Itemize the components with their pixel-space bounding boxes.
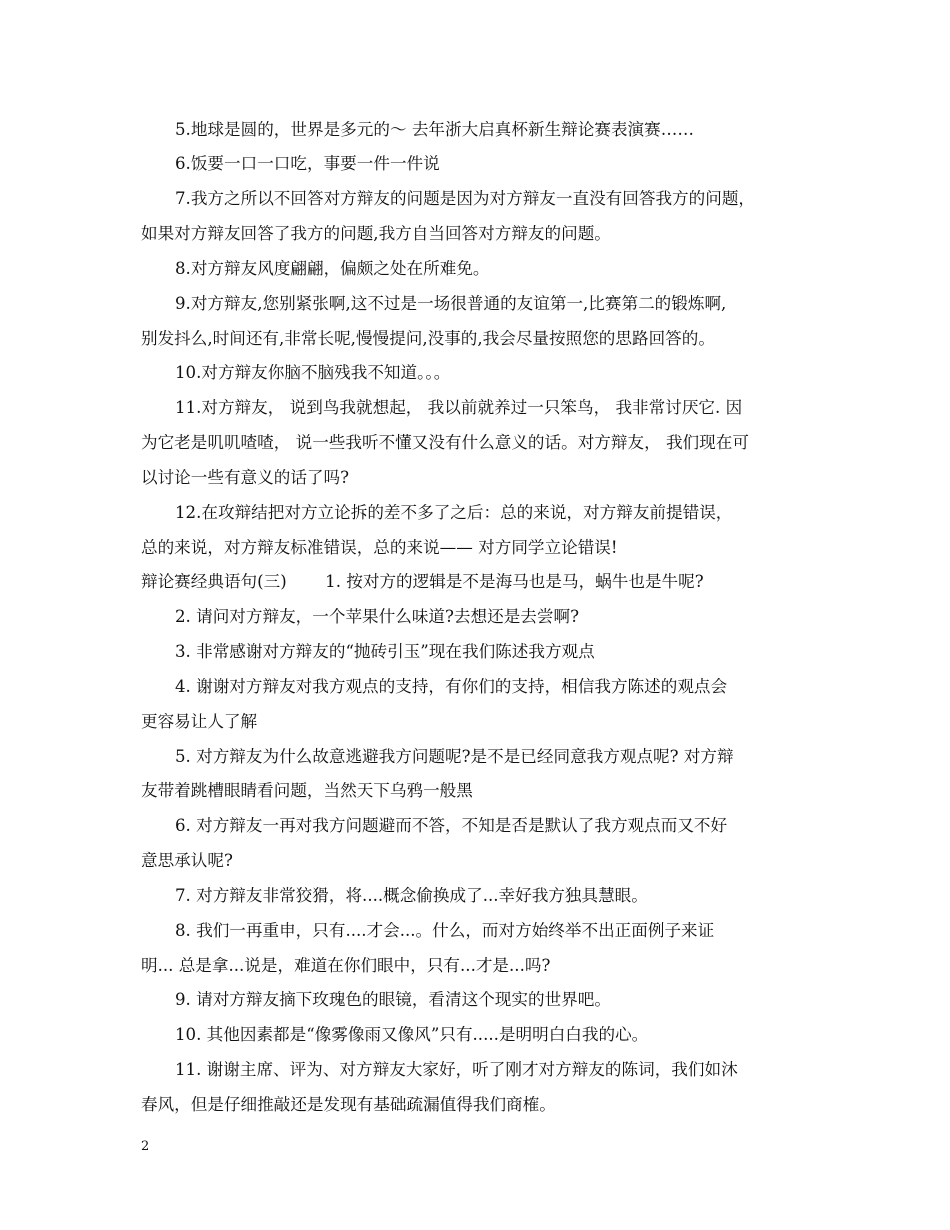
text-line: 7. 对方辩友非常狡猾，将....概念偷换成了...幸好我方独具慧眼。 — [175, 886, 648, 905]
text-line: 10.对方辩友你脑不脑残我不知道。。。 — [175, 363, 451, 382]
text-line: 6. 对方辩友一再对我方问题避而不答，不知是否是默认了我方观点而又不好 — [175, 816, 728, 835]
page-number: 2 — [141, 1139, 150, 1154]
text-line: 5. 对方辩友为什么故意逃避我方问题呢?是不是已经同意我方观点呢? 对方辩 — [175, 747, 734, 766]
text-line: 更容易让人了解 — [141, 712, 258, 731]
text-line: 12.在攻辩结把对方立论拆的差不多了之后：总的来说，对方辩友前提错误， — [175, 503, 733, 522]
text-line: 春风，但是仔细推敲还是发现有基础疏漏值得我们商榷。 — [141, 1095, 556, 1114]
text-line: 总的来说，对方辩友标准错误，总的来说—— 对方同学立论错误! — [141, 538, 618, 557]
text-line: 5.地球是圆的，世界是多元的～ 去年浙大启真杯新生辩论赛表演赛…… — [175, 120, 694, 139]
text-line: 友带着跳槽眼睛看问题，当然天下乌鸦一般黑 — [141, 781, 473, 800]
text-line: 明... 总是拿...说是，难道在你们眼中，只有...才是...吗? — [141, 956, 551, 975]
text-line: 8. 我们一再重申，只有....才会...。什么，而对方始终举不出正面例子来证 — [175, 921, 715, 940]
text-line: 9. 请对方辩友摘下玫瑰色的眼镜，看清这个现实的世界吧。 — [175, 990, 611, 1009]
text-line: 9.对方辩友,您别紧张啊,这不过是一场很普通的友谊第一,比赛第二的锻炼啊, — [175, 294, 727, 313]
text-line: 意思承认呢? — [141, 851, 233, 870]
text-line: 以讨论一些有意义的话了吗? — [141, 468, 350, 487]
text-line: 3. 非常感谢对方辩友的“抛砖引玉”现在我们陈述我方观点 — [175, 642, 595, 661]
text-line: 别发抖么,时间还有,非常长呢,慢慢提问,没事的,我会尽量按照您的思路回答的。 — [141, 329, 715, 348]
section-heading-line: 辩论赛经典语句(三) 1. 按对方的逻辑是不是海马也是马，蜗牛也是牛呢? — [141, 572, 704, 591]
text-line: 2. 请问对方辩友，一个苹果什么味道?去想还是去尝啊? — [175, 607, 579, 626]
text-line: 4. 谢谢对方辩友对我方观点的支持，有你们的支持，相信我方陈述的观点会 — [175, 677, 728, 696]
text-line: 10. 其他因素都是“像雾像雨又像风”只有.....是明明白白我的心。 — [175, 1025, 649, 1044]
text-line: 11. 谢谢主席、评为、对方辩友大家好，听了刚才对方辩友的陈词，我们如沐 — [175, 1060, 738, 1079]
text-line: 8.对方辩友风度翩翩，偏颇之处在所难免。 — [175, 259, 490, 278]
text-line: 7.我方之所以不回答对方辩友的问题是因为对方辩友一直没有回答我方的问题， — [175, 189, 756, 208]
text-line: 6.饭要一口一口吃，事要一件一件说 — [175, 154, 440, 173]
text-line: 11.对方辩友， 说到鸟我就想起， 我以前就养过一只笨鸟， 我非常讨厌它. 因 — [175, 398, 743, 417]
text-line: 为它老是叽叽喳喳， 说一些我听不懂又没有什么意义的话。对方辩友， 我们现在可 — [141, 433, 749, 452]
text-line: 如果对方辩友回答了我方的问题,我方自当回答对方辩友的问题。 — [141, 224, 611, 243]
